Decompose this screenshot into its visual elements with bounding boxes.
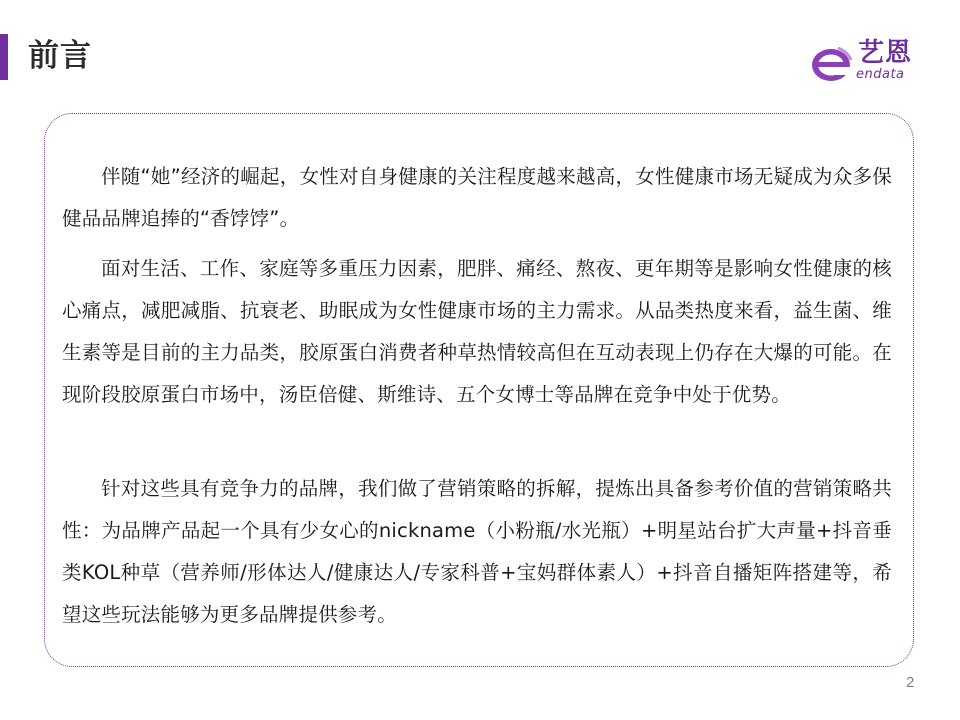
intro-paragraph-3: 针对这些具有竞争力的品牌，我们做了营销策略的拆解，提炼出具备参考价值的营销策略共性：为品牌产品起一个具有少女心的nickname（小粉瓶/水光瓶）+明星站台扩大声量+抖音垂类KOL种草（营养师/形体达人/健康达人/专家科普+宝妈群体素人）+抖音自播矩阵搭建等，希望这些玩法能够为更多品牌提供参考。 bbox=[62, 477, 892, 626]
logo-english-text: endata bbox=[856, 67, 905, 82]
logo-chinese-text: 艺恩 bbox=[858, 38, 913, 68]
intro-paragraph-1: 伴随“她”经济的崛起，女性对自身健康的关注程度越来越高，女性健康市场无疑成为众多保健品品牌追捧的“香饽饽”。 bbox=[62, 165, 892, 230]
endata-e-logo-icon bbox=[808, 44, 854, 84]
endata-logo bbox=[808, 38, 928, 88]
page-title: 前言 bbox=[28, 38, 92, 74]
intro-paragraph-2: 面对生活、工作、家庭等多重压力因素，肥胖、痛经、熬夜、更年期等是影响女性健康的核心痛点，减肥减脂、抗衰老、助眠成为女性健康市场的主力需求。从品类热度来看，益生菌、维生素等是目前的主力品类，胶原蛋白消费者种草热情较高但在互动表现上仍存在大爆的可能。在现阶段胶原蛋白市场中，汤臣倍健、斯维诗、五个女博士等品牌在竞争中处于优势。 bbox=[62, 257, 892, 406]
page-number: 2 bbox=[906, 674, 915, 691]
title-accent-bar bbox=[0, 34, 8, 80]
